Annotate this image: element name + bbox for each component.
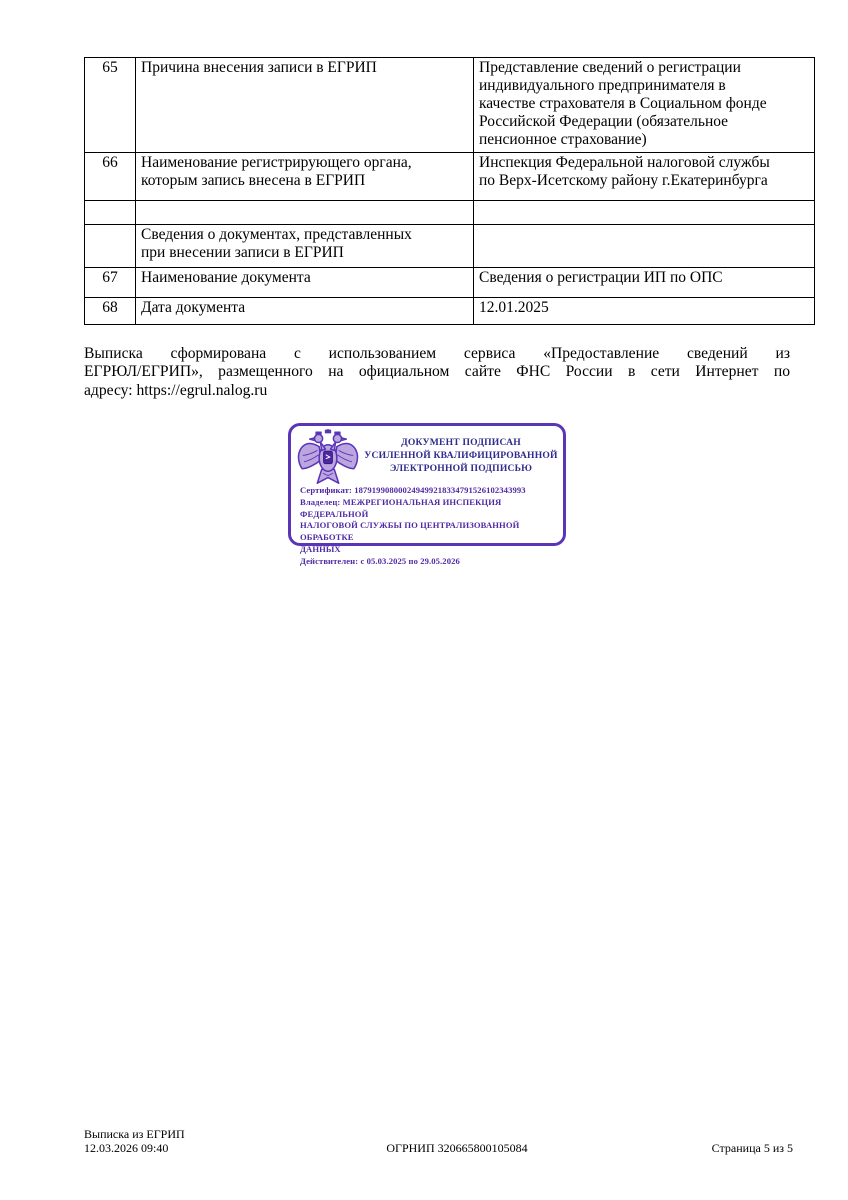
row-number: 66 bbox=[85, 153, 136, 201]
table-row bbox=[85, 268, 815, 298]
table-row bbox=[85, 58, 815, 153]
egrip-records-table bbox=[84, 57, 815, 325]
table-row bbox=[85, 298, 815, 325]
row-value: 12.01.2025 bbox=[474, 298, 815, 325]
table-row-section-header bbox=[85, 225, 815, 268]
paragraph-line: ЕГРЮЛ/ЕГРИП», размещенного на официальном сайте ФНС России в сети Интернет по bbox=[84, 363, 790, 381]
row-label: Наименование регистрирующего органа, которым запись внесена в ЕГРИП bbox=[136, 153, 474, 201]
stamp-owner-line: ДАННЫХ bbox=[300, 543, 341, 554]
paragraph-line: адресу: https://egrul.nalog.ru bbox=[84, 381, 268, 399]
stamp-details bbox=[300, 485, 558, 568]
row-label: Сведения о документах, представленных при внесении записи в ЕГРИП bbox=[136, 225, 474, 268]
row-number bbox=[85, 201, 136, 225]
footer-page-number: Страница 5 из 5 bbox=[711, 1141, 793, 1155]
row-number bbox=[85, 225, 136, 268]
row-value: Представление сведений о регистрации индивидуального предпринимателя в качестве страхователя в Социальном фонде Российской Федерации (обязательное пенсионное страхование) bbox=[474, 58, 815, 153]
stamp-title: ДОКУМЕНТ ПОДПИСАН УСИЛЕННОЙ КВАЛИФИЦИРОВАННОЙ ЭЛЕКТРОННОЙ ПОДПИСЬЮ bbox=[364, 437, 558, 474]
table-row-spacer bbox=[85, 201, 815, 225]
footer-ogrnip: ОГРНИП 320665800105084 bbox=[386, 1141, 528, 1155]
row-value: Сведения о регистрации ИП по ОПС bbox=[474, 268, 815, 298]
service-note-paragraph bbox=[84, 345, 790, 400]
paragraph-line: Выписка сформирована с использованием сервиса «Предоставление сведений из bbox=[84, 345, 790, 362]
row-value bbox=[474, 225, 815, 268]
footer-datetime: 12.03.2026 09:40 bbox=[84, 1140, 169, 1155]
row-label bbox=[136, 201, 474, 225]
row-label: Дата документа bbox=[136, 298, 474, 325]
row-number: 67 bbox=[85, 268, 136, 298]
coat-of-arms-icon bbox=[296, 429, 360, 487]
electronic-signature-stamp bbox=[288, 423, 566, 566]
footer-left-block bbox=[84, 1128, 185, 1155]
row-label: Причина внесения записи в ЕГРИП bbox=[136, 58, 474, 153]
stamp-owner-line: НАЛОГОВОЙ СЛУЖБЫ ПО ЦЕНТРАЛИЗОВАННОЙ ОБРАБОТКЕ bbox=[300, 520, 520, 543]
row-value bbox=[474, 201, 815, 225]
footer-doc-type: Выписка из ЕГРИП bbox=[84, 1127, 185, 1141]
table-row bbox=[85, 153, 815, 201]
row-value: Инспекция Федеральной налоговой службы по Верх-Исетскому району г.Екатеринбурга bbox=[474, 153, 815, 201]
row-number: 68 bbox=[85, 298, 136, 325]
stamp-validity-line: Действителен: с 05.03.2025 по 29.05.2026 bbox=[300, 555, 460, 566]
stamp-certificate-line: Сертификат: 187919908000249499218334791526102343993 bbox=[300, 485, 526, 495]
row-number: 65 bbox=[85, 58, 136, 153]
stamp-owner-line: Владелец: МЕЖРЕГИОНАЛЬНАЯ ИНСПЕКЦИЯ ФЕДЕРАЛЬНОЙ bbox=[300, 496, 502, 519]
row-label: Наименование документа bbox=[136, 268, 474, 298]
